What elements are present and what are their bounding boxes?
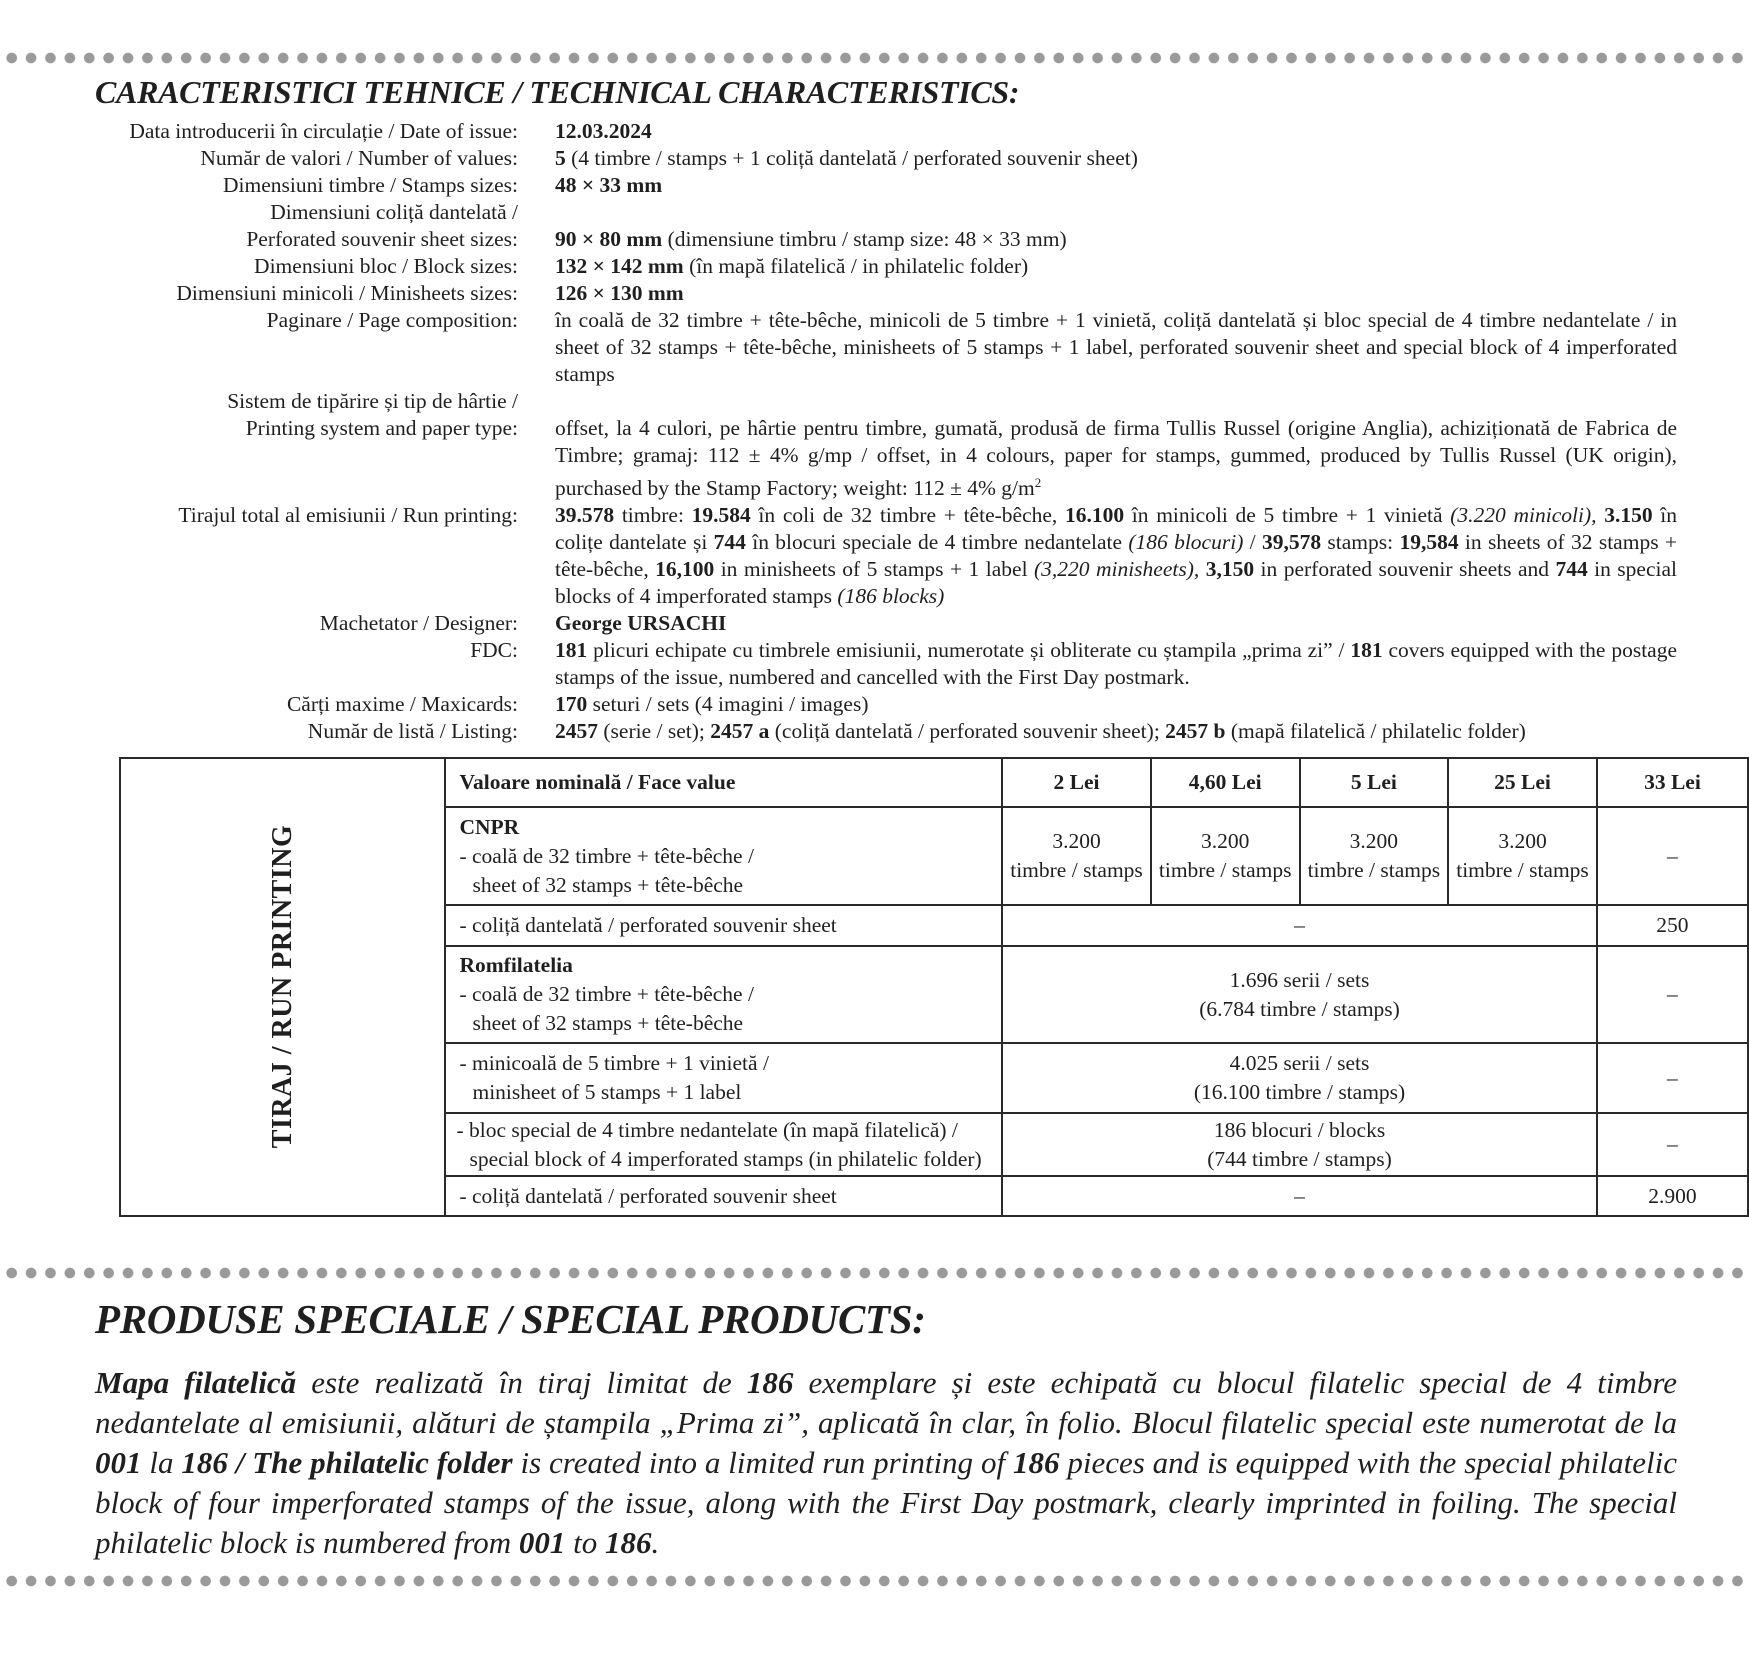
- values-rest: (4 timbre / stamps + 1 coliță dantelată / perforated souvenir sheet): [565, 146, 1138, 170]
- spec-value: [555, 253, 1677, 280]
- qty-detail: (16.100 timbre / stamps): [1193, 1080, 1406, 1104]
- table-header-row: [120, 758, 1748, 807]
- body-text: la: [141, 1445, 182, 1480]
- body-text: .: [651, 1525, 660, 1560]
- spec-label: [0, 199, 518, 253]
- row-label-line: - minicoală de 5 timbre + 1 vinietă /: [459, 1051, 769, 1075]
- body-text: este realizată în tiraj limitat de: [296, 1365, 747, 1400]
- row-label: [445, 1113, 1002, 1176]
- dotted-divider-bottom: [0, 1573, 1749, 1589]
- technical-specs-list: [0, 118, 1749, 745]
- run-text: in minisheets of 5 stamps + 1 label: [714, 557, 1034, 582]
- spec-row-run-printing: [0, 502, 1749, 610]
- run-num: 16.100: [1064, 503, 1125, 528]
- qty-cell: [1002, 1043, 1597, 1113]
- date-value: 12.03.2024: [555, 119, 652, 143]
- qty-unit: timbre / stamps: [1307, 858, 1441, 882]
- listing-text: (coliță dantelată / perforated souvenir sheet);: [769, 719, 1166, 744]
- listing-num: 2457 a: [710, 719, 770, 744]
- dash-cell: –: [1597, 1043, 1748, 1113]
- run-note: (186 blocuri): [1128, 530, 1244, 555]
- spec-value: [555, 502, 1677, 610]
- header-value-33-lei: 33 Lei: [1597, 758, 1748, 807]
- row-label-line: sheet of 32 stamps + tête-bêche: [472, 1011, 744, 1035]
- listing-text: (mapă filatelică / philatelic folder): [1225, 719, 1526, 744]
- spec-row-designer: [0, 610, 1749, 637]
- row-label-line: - coală de 32 timbre + tête-bêche /: [459, 843, 754, 868]
- run-note: (186 blocks): [837, 584, 945, 609]
- run-note: (3,220 minisheets),: [1033, 557, 1200, 582]
- row-label: [445, 946, 1002, 1043]
- body-text: exemplare și este echipată cu blocul filatelic special de 4 timbre nedantelate al emisiunii, alături de ștampila „Prima zi”, aplicată în clar, în folio. Blocul filatelic special este numerotat de la: [95, 1365, 1677, 1440]
- spec-value: [555, 280, 1677, 307]
- side-label-cell: [120, 758, 445, 1216]
- emph-text: 186 / The philatelic folder: [181, 1445, 513, 1480]
- run-text: in sheets of 32 stamps + tête-bêche,: [555, 530, 1678, 582]
- header-value-25-lei: 25 Lei: [1448, 758, 1597, 807]
- dash-cell: –: [1002, 1176, 1597, 1216]
- spec-row-stamps-size: [0, 172, 1749, 199]
- listing-text: (serie / set);: [598, 719, 711, 744]
- qty-unit: timbre / stamps: [1158, 858, 1292, 882]
- spec-label: Dimensiuni timbre / Stamps sizes:: [222, 173, 518, 197]
- spec-value: [555, 388, 1677, 502]
- run-num: 19,584: [1399, 530, 1459, 555]
- dash-cell: –: [1002, 905, 1597, 946]
- sheet-size-rest: (dimensiune timbru / stamp size: 48 × 33 mm): [662, 227, 1067, 251]
- listing-num: 2457 b: [1165, 719, 1226, 744]
- qty-value: 4.025 serii / sets: [1229, 1051, 1370, 1075]
- spec-label: Dimensiuni minicoli / Minisheets sizes:: [176, 281, 518, 305]
- run-text: în minicoli de 5 timbre + 1 vinietă: [1124, 503, 1451, 528]
- special-products-title: PRODUSE SPECIALE / SPECIAL PRODUCTS:: [95, 1296, 926, 1342]
- spec-row-block-size: [0, 253, 1749, 280]
- spec-label-line: Sistem de tipărire și tip de hârtie /: [227, 389, 518, 413]
- spec-label: Paginare / Page composition:: [266, 308, 518, 332]
- body-text: pieces and is equipped with the special philatelic block of four imperforated stamps of the issue, along with the First Day postmark, clearly imprinted in foiling. The special philatelic block is numbered from: [95, 1445, 1677, 1560]
- spec-label-line: Printing system and paper type:: [245, 416, 518, 440]
- spec-label: Cărți maxime / Maxicards:: [286, 692, 518, 717]
- run-num: 744: [1555, 557, 1588, 582]
- qty-cell: 2.900: [1597, 1176, 1748, 1216]
- row-label: - coliță dantelată / perforated souvenir sheet: [445, 905, 1002, 946]
- fdc-num: 181: [1350, 638, 1383, 663]
- group-title-romfilatelia: Romfilatelia: [459, 953, 573, 977]
- spec-label: [0, 388, 518, 502]
- values-count: 5: [555, 146, 566, 170]
- spec-label: Număr de listă / Listing:: [307, 719, 518, 744]
- row-label-line: special block of 4 imperforated stamps (in philatelic folder): [469, 1146, 982, 1171]
- spec-row-listing: [0, 718, 1749, 745]
- printing-value: offset, la 4 culori, pe hârtie pentru timbre, gumată, produsă de firma Tullis Russel (origine Anglia), achiziționată de Fabrica de Timbre; gramaj: 112 ± 4% g/mp / offset, in 4 colours, paper for stamps, gummed, produced by Tullis Russel (UK origin), purchased by the Stamp Factory; weight: 112 ± 4% g/m: [555, 416, 1677, 501]
- spec-label: Număr de valori / Number of values:: [200, 146, 518, 170]
- spec-label: FDC:: [470, 638, 518, 663]
- dash-cell: –: [1597, 807, 1748, 905]
- qty-cell: [1300, 807, 1449, 905]
- fdc-text: covers equipped with the postage stamps of the issue, numbered and cancelled with the First Day postmark.: [555, 638, 1677, 690]
- qty-cell: [1002, 807, 1151, 905]
- spec-row-minisheet-size: [0, 280, 1749, 307]
- special-products-paragraph: [95, 1363, 1677, 1563]
- spec-label-line: Dimensiuni coliță dantelată /: [270, 200, 518, 224]
- run-text: în blocuri speciale de 4 timbre nedantelate: [745, 530, 1129, 555]
- run-text: în colițe dantelate și: [555, 503, 1677, 555]
- qty-detail: (6.784 timbre / stamps): [1199, 996, 1400, 1021]
- qty-value: 1.696 serii / sets: [1229, 967, 1370, 992]
- spec-value: în coală de 32 timbre + tête-bêche, minicoli de 5 timbre + 1 vinietă, coliță dantelată și bloc special de 4 timbre nedantelate / in sheet of 32 stamps + tête-bêche, minisheets of 5 stamps + 1 label, perforated souvenir sheet and special block of 4 imperforated stamps: [555, 308, 1677, 386]
- printing-sup: 2: [1034, 475, 1042, 490]
- row-label: - coliță dantelată / perforated souvenir sheet: [445, 1176, 1002, 1216]
- spec-row-page-composition: [0, 307, 1749, 388]
- spec-row-values: [0, 145, 1749, 172]
- qty-value: 3.200: [1052, 829, 1101, 853]
- run-printing-table: [119, 757, 1749, 1217]
- row-label-line: - coală de 32 timbre + tête-bêche /: [459, 982, 754, 1006]
- run-num: 16,100: [655, 557, 715, 582]
- spec-row-date: [0, 118, 1749, 145]
- header-face-value: Valoare nominală / Face value: [445, 758, 1002, 807]
- qty-cell: 250: [1597, 905, 1748, 946]
- spec-row-printing: [0, 388, 1749, 502]
- run-text: in perforated souvenir sheets and: [1254, 557, 1556, 582]
- spec-label: Dimensiuni bloc / Block sizes:: [254, 254, 518, 278]
- dash-cell: –: [1597, 946, 1748, 1043]
- sheet-size-value: 90 × 80 mm: [555, 227, 663, 251]
- emph-text: 001: [518, 1525, 566, 1560]
- stamps-size-value: 48 × 33 mm: [555, 173, 663, 197]
- run-num: 19.584: [691, 503, 751, 528]
- run-num: 3.150: [1604, 503, 1653, 528]
- run-text: stamps:: [1321, 530, 1400, 555]
- header-value-4-60-lei: 4,60 Lei: [1151, 758, 1300, 807]
- emph-text: 186: [746, 1365, 794, 1400]
- listing-num: 2457: [555, 719, 598, 744]
- run-text: /: [1243, 530, 1262, 555]
- qty-cell: [1002, 946, 1597, 1043]
- spec-value: [555, 691, 1677, 718]
- row-label-line: minisheet of 5 stamps + 1 label: [472, 1080, 742, 1104]
- body-text: is created into a limited run printing of: [512, 1445, 1013, 1480]
- maxi-count: 170: [555, 692, 588, 717]
- spec-value: [555, 610, 1677, 637]
- maxi-rest: seturi / sets (4 imagini / images): [587, 692, 869, 717]
- emph-text: Mapa filatelică: [95, 1365, 297, 1400]
- qty-value: 186 blocuri / blocks: [1213, 1117, 1386, 1142]
- minisheet-size-value: 126 × 130 mm: [555, 281, 684, 305]
- spec-value: [555, 172, 1677, 199]
- qty-cell: [1151, 807, 1300, 905]
- emph-text: 001: [95, 1445, 142, 1480]
- qty-cell: [1002, 1113, 1597, 1176]
- run-text: in special blocks of 4 imperforated stamps: [555, 557, 1677, 609]
- run-note: (3.220 minicoli),: [1450, 503, 1597, 528]
- dotted-divider-middle: [0, 1265, 1749, 1281]
- spec-value: [555, 118, 1677, 145]
- spec-label-line: Perforated souvenir sheet sizes:: [246, 227, 518, 251]
- header-value-5-lei: 5 Lei: [1300, 758, 1449, 807]
- emph-text: 186: [605, 1525, 652, 1560]
- side-label: TIRAJ / RUN PRINTING: [267, 824, 299, 1148]
- run-num: 744: [713, 530, 746, 555]
- qty-unit: timbre / stamps: [1010, 858, 1143, 882]
- fdc-text: plicuri echipate cu timbrele emisiunii, numerotate și obliterate cu ștampila „prima zi” /: [587, 638, 1351, 663]
- run-num: 39,578: [1261, 530, 1322, 555]
- designer-value: George URSACHI: [555, 611, 727, 636]
- qty-cell: [1448, 807, 1597, 905]
- qty-unit: timbre / stamps: [1456, 858, 1589, 882]
- body-text: to: [565, 1525, 605, 1560]
- spec-value: [555, 199, 1677, 253]
- spec-label: Data introducerii în circulație / Date of issue:: [129, 119, 518, 143]
- header-value-2-lei: 2 Lei: [1002, 758, 1151, 807]
- run-num: 39.578: [555, 503, 615, 528]
- dash-cell: –: [1597, 1113, 1748, 1176]
- spec-label: Tirajul total al emisiunii / Run printing:: [178, 503, 518, 528]
- run-text: în coli de 32 timbre + tête-bêche,: [750, 503, 1065, 528]
- row-label: [445, 1043, 1002, 1113]
- spec-value: [555, 718, 1677, 745]
- qty-value: 3.200: [1498, 829, 1547, 853]
- spec-row-maxicards: [0, 691, 1749, 718]
- group-title-cnpr: CNPR: [459, 814, 520, 839]
- spec-label: Machetator / Designer:: [319, 611, 518, 636]
- emph-text: 186: [1012, 1445, 1060, 1480]
- row-label: [445, 807, 1002, 905]
- spec-row-fdc: [0, 637, 1749, 691]
- fdc-num: 181: [555, 638, 588, 663]
- dotted-divider-top: [0, 50, 1749, 66]
- qty-value: 3.200: [1349, 829, 1399, 853]
- row-label-line: sheet of 32 stamps + tête-bêche: [472, 872, 744, 897]
- technical-characteristics-title: CARACTERISTICI TEHNICE / TECHNICAL CHARACTERISTICS:: [95, 74, 1020, 110]
- run-num: 3,150: [1205, 557, 1255, 582]
- block-size-value: 132 × 142 mm: [555, 254, 684, 278]
- qty-detail: (744 timbre / stamps): [1207, 1146, 1392, 1171]
- row-label-line: - bloc special de 4 timbre nedantelate (în mapă filatelică) /: [456, 1117, 958, 1142]
- qty-value: 3.200: [1200, 829, 1250, 853]
- spec-value: [555, 637, 1677, 691]
- block-size-rest: (în mapă filatelică / in philatelic folder): [683, 254, 1029, 278]
- run-text: timbre:: [614, 503, 692, 528]
- spec-row-sheet-size: [0, 199, 1749, 253]
- spec-value: [555, 145, 1677, 172]
